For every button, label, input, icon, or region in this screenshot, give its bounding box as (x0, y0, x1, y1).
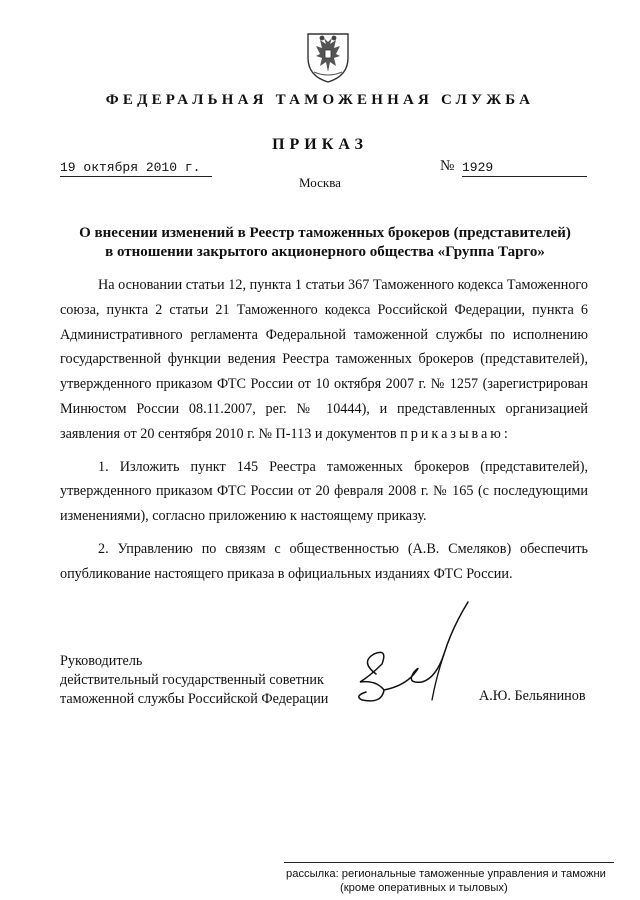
item-1: 1. Изложить пункт 145 Реестра таможенных брокеров (представителей), утвержденного приказом ФТС России от 20 февраля 2008 г. № 165 (с последующими изменениями), согласно приложению к настоящему приказу. (60, 458, 588, 525)
subject-line-1: О внесении изменений в Реестр таможенных брокеров (представителей) (79, 225, 571, 241)
order-subject (60, 224, 590, 262)
preamble-paragraph (60, 273, 588, 447)
signatory-title-line-3: таможенной службы Российской Федерации (60, 691, 329, 707)
mailing-divider (284, 862, 614, 863)
emblem-icon (304, 28, 352, 84)
signatory-title (60, 652, 328, 709)
handwritten-signature (340, 592, 490, 722)
order-date: 19 октября 2010 г. (60, 160, 212, 177)
mailing-line-2: (кроме оперативных и тыловых) (340, 882, 508, 894)
subject-line-2: в отношении закрытого акционерного общества «Группа Тарго» (105, 244, 545, 260)
mailing-list (286, 867, 626, 895)
number-sign: № (440, 158, 455, 174)
item-2: 2. Управлению по связям с общественностью (А.В. Смеляков) обеспечить опубликование настоящего приказа в официальных изданиях ФТС России. (60, 540, 588, 582)
preamble-text: На основании статьи 12, пункта 1 статьи 367 Таможенного кодекса Таможенного союза, пункта 2 статьи 21 Таможенного кодекса Российской Федерации, пункта 6 Административного регламента Федеральной таможенной службы по исполнению государственной функции ведения Реестра таможенных брокеров (представителей), утвержденного приказом ФТС России от 10 октября 2007 г. № 1257 (зарегистрирован Минюстом России 08.11.2007, рег. № 10444), и представленных организацией заявления от 20 сентября 2010 г. № П-113 и документов (60, 277, 588, 442)
order-number: 1929 (462, 160, 587, 177)
document-type: ПРИКАЗ (272, 136, 368, 153)
signatory-title-line-2: действительный государственный советник (60, 672, 324, 688)
issue-city: Москва (299, 175, 341, 190)
order-body (60, 273, 588, 587)
mailing-line-1: рассылка: региональные таможенные управления и таможни (286, 868, 606, 880)
signatory-title-line-1: Руководитель (60, 653, 143, 669)
agency-name: ФЕДЕРАЛЬНАЯ ТАМОЖЕННАЯ СЛУЖБА (105, 92, 535, 108)
decree-word: приказываю: (400, 425, 511, 442)
signatory-name: А.Ю. Бельянинов (479, 688, 586, 704)
